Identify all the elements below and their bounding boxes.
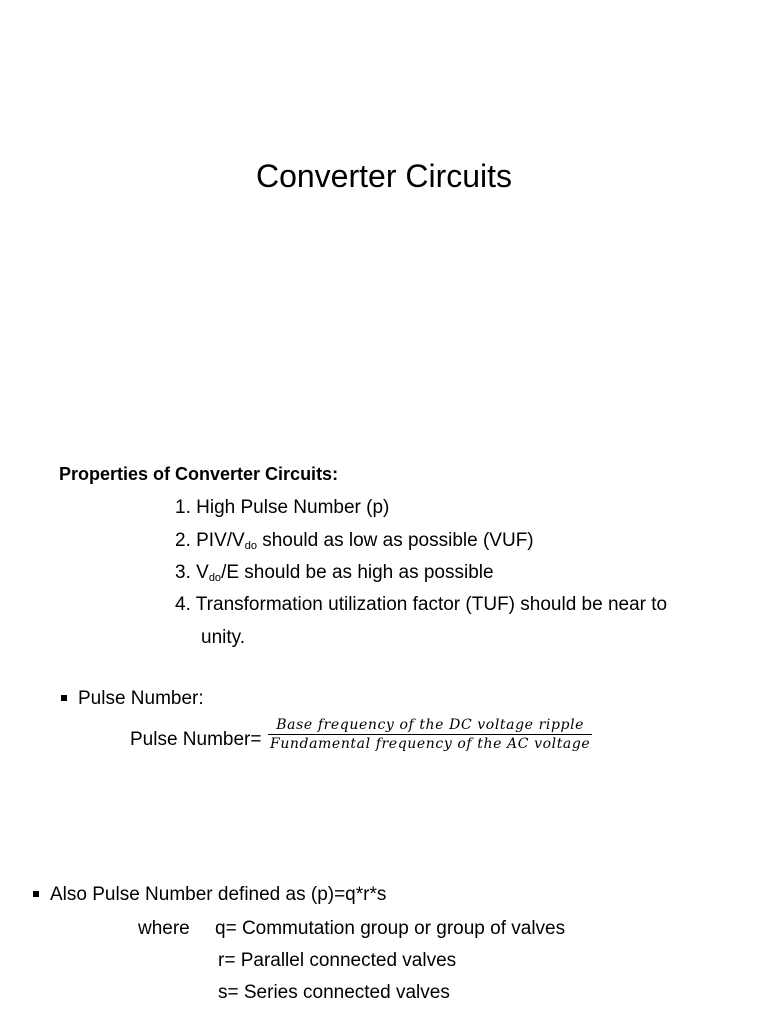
subscript-do: do xyxy=(208,572,222,584)
fraction-denominator: Fundamental frequency of the AC voltage xyxy=(270,736,591,752)
subscript-do: do xyxy=(244,540,257,552)
fraction-numerator: Base frequency of the DC voltage ripple xyxy=(268,717,592,735)
pulse-number-fraction xyxy=(268,717,592,752)
property-item-4: 4. Transformation utilization factor (TUF) should be near to xyxy=(175,594,668,615)
property-item-3: 3. $V_{do}/E$ should be as high as possible xyxy=(175,562,494,584)
definition-r: r= Parallel connected valves xyxy=(218,950,457,971)
property-item-1: 1. High Pulse Number (p) xyxy=(175,497,390,518)
pulse-number-bullet: Pulse Number: xyxy=(61,688,204,710)
where-label: where xyxy=(138,918,190,939)
property-item-2: 2. PIV/$V_{do}$ should as low as possible (VUF) xyxy=(175,530,534,552)
definition-q: q= Commutation group or group of valves xyxy=(215,918,566,939)
property-item-4-continuation: unity. xyxy=(201,627,246,648)
also-pulse-number-bullet: Also Pulse Number defined as (p)=q*r*s xyxy=(33,884,386,906)
square-bullet-icon xyxy=(33,891,39,897)
properties-heading: Properties of Converter Circuits: xyxy=(59,464,339,484)
slide-title: Converter Circuits xyxy=(255,158,513,194)
pulse-number-label: Pulse Number= xyxy=(130,729,262,750)
square-bullet-icon xyxy=(61,695,67,701)
definition-s: s= Series connected valves xyxy=(218,982,450,1003)
